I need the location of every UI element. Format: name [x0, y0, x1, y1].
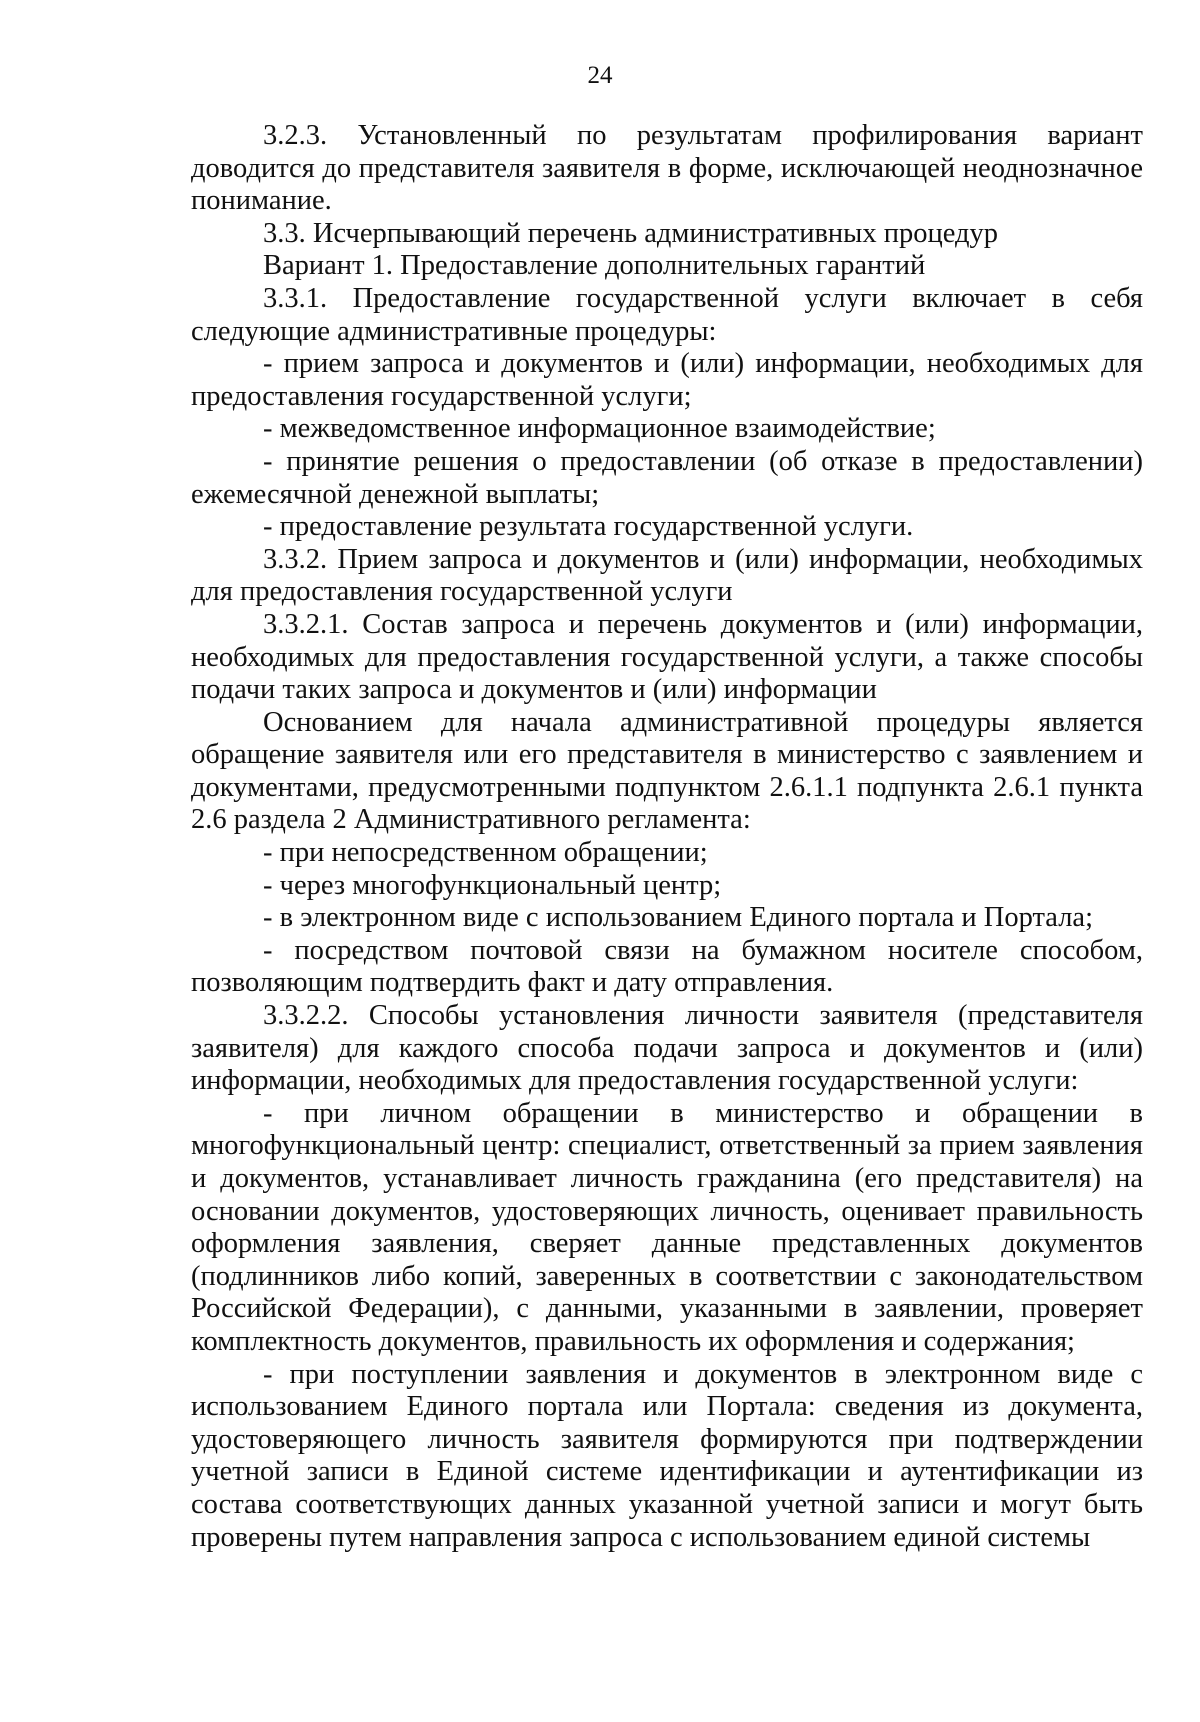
paragraph-3-2-3: 3.2.3. Установленный по результатам профилирования вариант доводится до представителя заявителя в форме, исключающей неоднозначное понимание. — [191, 120, 1143, 217]
list-item: - предоставление результата государственной услуги. — [263, 511, 914, 543]
paragraph-3-3-1: 3.3.1. Предоставление государственной услуги включает в себя следующие административные процедуры: — [191, 282, 1143, 347]
list-item: - при поступлении заявления и документов в электронном виде с использованием Единого портала или Портала: сведения из документа, удостоверяющего личность заявителя формируются при подтверждении учетной записи в Единой системе идентификации и аутентификации из состава соответствующих данных указанной учетной записи и могут быть проверены путем направления запроса с использованием единой системы — [191, 1358, 1143, 1553]
list-item: - через многофункциональный центр; — [263, 869, 722, 901]
list-item: - при непосредственном обращении; — [263, 837, 708, 869]
list-item: - посредством почтовой связи на бумажном носителе способом, позволяющим подтвердить факт и дату отправления. — [191, 934, 1143, 999]
paragraph-3-3-2-2: 3.3.2.2. Способы установления личности заявителя (представителя заявителя) для каждого способа подачи запроса и документов и (или) информации, необходимых для предоставления государственной услуги: — [191, 1000, 1143, 1097]
variant-heading: Вариант 1. Предоставление дополнительных гарантий — [263, 250, 926, 282]
list-item: - в электронном виде с использованием Единого портала и Портала; — [263, 902, 1093, 934]
paragraph-3-3-2-1: 3.3.2.1. Состав запроса и перечень документов и (или) информации, необходимых для предоставления государственной услуги, а также способы подачи таких запроса и документов и (или) информации — [191, 608, 1143, 706]
list-item: - принятие решения о предоставлении (об отказе в предоставлении) ежемесячной денежной выплаты; — [191, 445, 1143, 510]
list-item: - при личном обращении в министерство и обращении в многофункциональный центр: специалист, ответственный за прием заявления и документов, устанавливает личность гражданина (его представителя) на основании документов, удостоверяющих личность, оценивает правильность оформления заявления, сверяет данные представленных документов (подлинников либо копий, заверенных в соответствии с законодательством Российской Федерации), с данными, указанными в заявлении, проверяет комплектность документов, правильность их оформления и содержания; — [191, 1097, 1143, 1357]
page-number: 24 — [587, 62, 613, 89]
section-heading-3-3: 3.3. Исчерпывающий перечень административных процедур — [263, 217, 998, 249]
list-item: - прием запроса и документов и (или) информации, необходимых для предоставления государственной услуги; — [191, 348, 1143, 412]
document-body — [191, 120, 1143, 1554]
paragraph-basis: Основанием для начала административной процедуры является обращение заявителя или его представителя в министерство с заявлением и документами, предусмотренными подпунктом 2.6.1.1 подпункта 2.6.1 пункта 2.6 раздела 2 Административного регламента: — [191, 706, 1143, 836]
paragraph-3-3-2: 3.3.2. Прием запроса и документов и (или) информации, необходимых для предоставления государственной услуги — [191, 543, 1143, 608]
list-item: - межведомственное информационное взаимодействие; — [263, 413, 936, 445]
